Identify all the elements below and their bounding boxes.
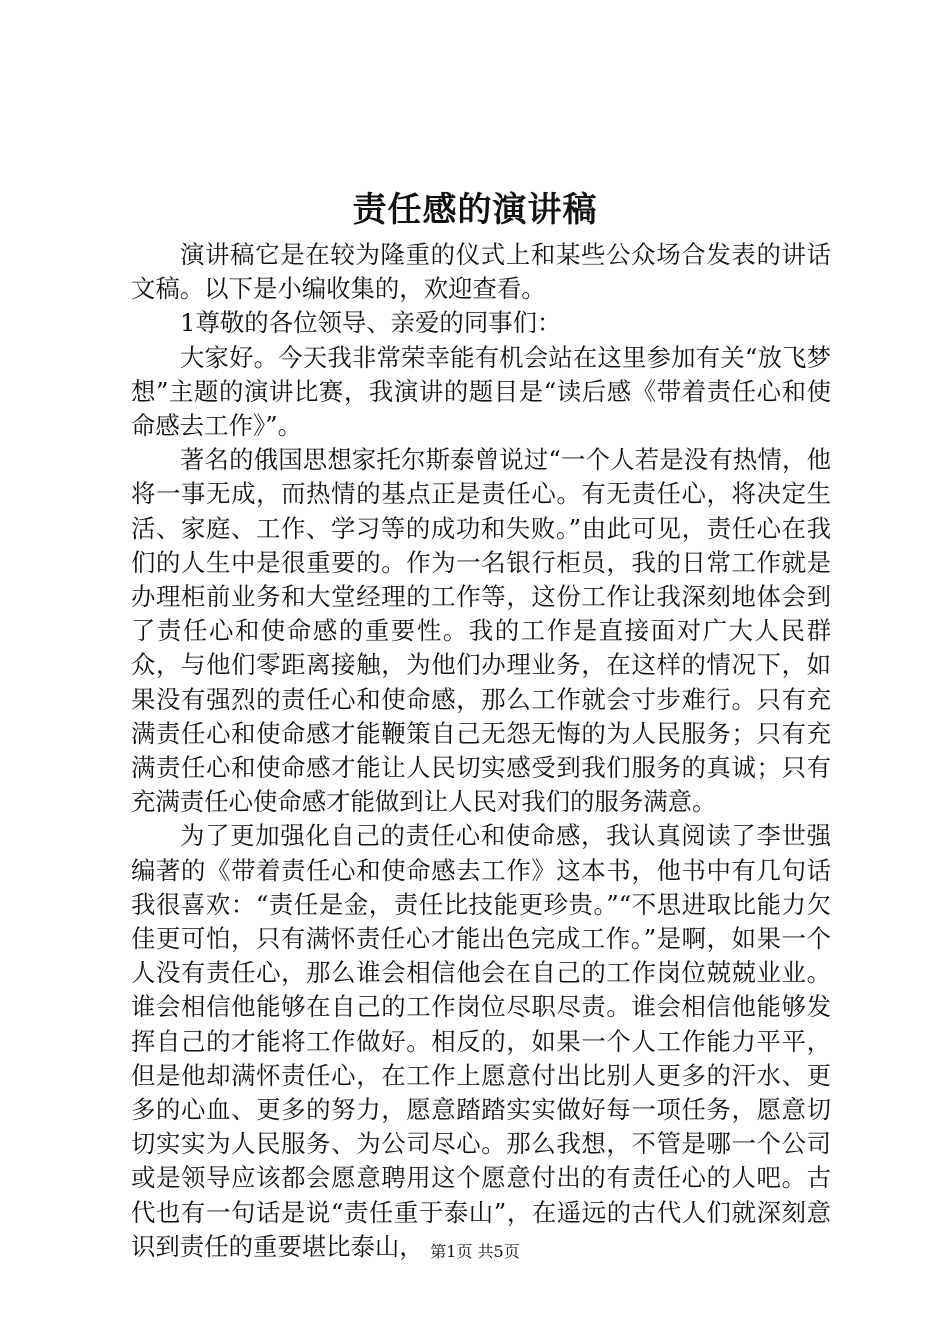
document-title: 责任感的演讲稿 bbox=[352, 190, 598, 230]
paragraph-intro: 演讲稿它是在较为隆重的仪式上和某些公众场合发表的讲话文稿。以下是小编收集的，欢迎查看。 bbox=[131, 240, 831, 304]
paragraph-greeting: 大家好。今天我非常荣幸能有机会站在这里参加有关“放飞梦想”主题的演讲比赛，我演讲的题目是“读后感《带着责任心和使命感去工作》”。 bbox=[131, 342, 831, 441]
document-body bbox=[131, 238, 831, 1264]
paragraph-book-reading: 为了更加强化自己的责任心和使命感，我认真阅读了李世强编著的《带着责任心和使命感去工作》这本书，他书中有几句话我很喜欢：“责任是金，责任比技能更珍贵。”“不思进取比能力欠佳更可怕，只有满怀责任心才能出色完成工作。”是啊，如果一个人没有责任心，那么谁会相信他会在自己的工作岗位兢兢业业。谁会相信他能够在自己的工作岗位尽职尽责。谁会相信他能够发挥自己的才能将工作做好。相反的，如果一个人工作能力平平，但是他却满怀责任心，在工作上愿意付出比别人更多的汗水、更多的心血、更多的努力，愿意踏踏实实做好每一项任务，愿意切切实实为人民服务、为公司尽心。那么我想，不管是哪一个公司或是领导应该都会愿意聘用这个愿意付出的有责任心的人吧。古代也有一句话是说“责任重于泰山”，在遥远的古代人们就深刻意识到责任的重要堪比泰山， bbox=[131, 821, 831, 1261]
paragraph-tolstoy-quote: 著名的俄国思想家托尔斯泰曾说过“一个人若是没有热情，他将一事无成，而热情的基点正是责任心。有无责任心，将决定生活、家庭、工作、学习等的成功和失败。”由此可见，责任心在我们的人生中是很重要的。作为一名银行柜员，我的日常工作就是办理柜前业务和大堂经理的工作等，这份工作让我深刻地体会到了责任心和使命感的重要性。我的工作是直接面对广大人民群众，与他们零距离接触，为他们办理业务，在这样的情况下，如果没有强烈的责任心和使命感，那么工作就会寸步难行。只有充满责任心和使命感才能鞭策自己无怨无悔的为人民服务；只有充满责任心和使命感才能让人民切实感受到我们服务的真诚；只有充满责任心使命感才能做到让人民对我们的服务满意。 bbox=[131, 445, 831, 817]
page-number-footer: 第1页 共5页 bbox=[430, 1242, 520, 1261]
paragraph-salutation: 1尊敬的各位领导、亲爱的同事们： bbox=[180, 308, 562, 338]
